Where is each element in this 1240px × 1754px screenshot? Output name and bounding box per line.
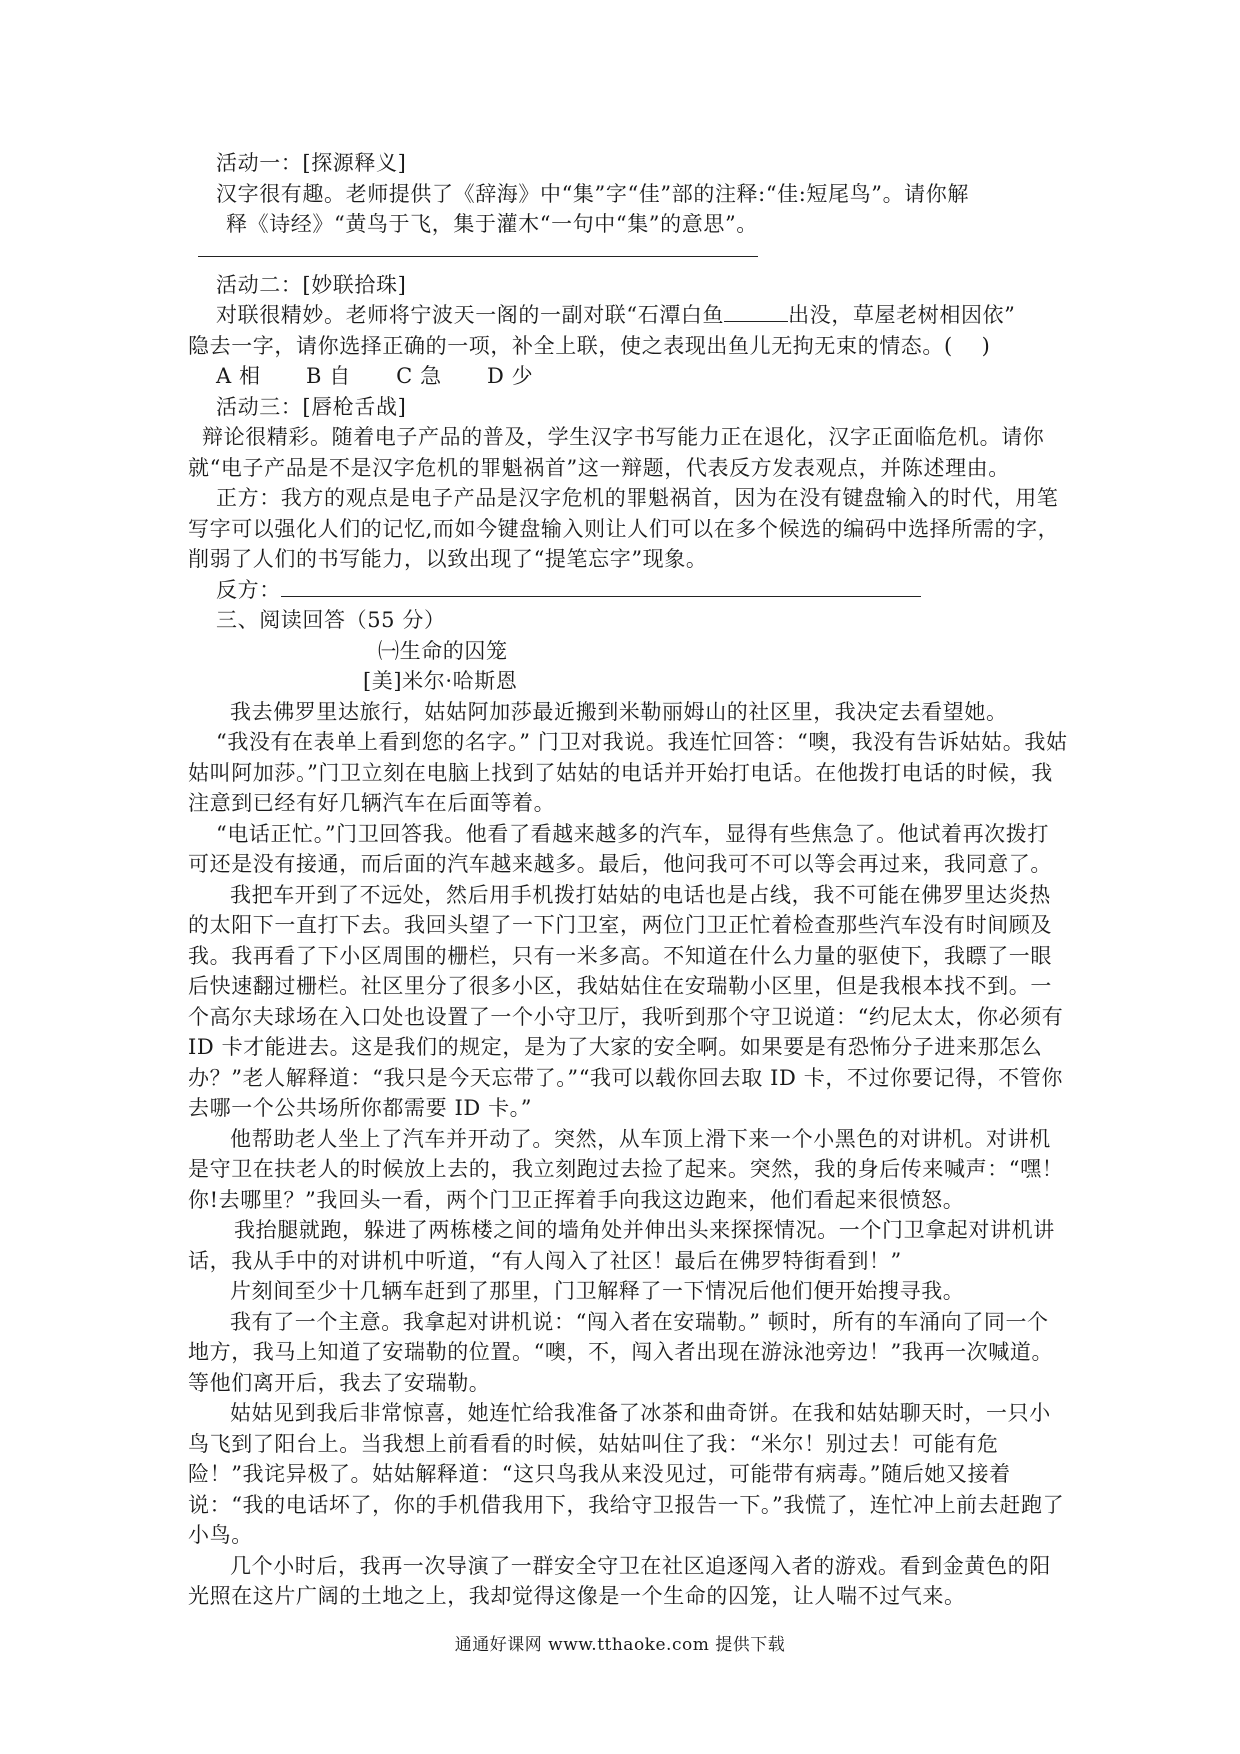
story-paragraph: 几个小时后，我再一次导演了一群安全守卫在社区追逐闯入者的游戏。看到金黄色的阳光照在这片广阔的土地之上，我却觉得这像是一个生命的囚笼，让人喘不过气来。 — [188, 1553, 1051, 1608]
activity3-para1: 辩论很精彩。随着电子产品的普及，学生汉字书写能力正在退化，汉字正面临危机。请你就“电子产品是不是汉字危机的罪魁祸首”这一辩题，代表反方发表观点，并陈述理由。 — [188, 425, 1045, 480]
activity2-line1-b: 出没，草屋老树相因依” — [788, 303, 1016, 327]
activity2-title: 活动二：[妙联拾珠] — [216, 272, 407, 297]
story-paragraph: 他帮助老人坐上了汽车并开动了。突然，从车顶上滑下来一个小黑色的对讲机。对讲机是守卫在扶老人的时候放上去的，我立刻跑过去捡了起来。突然，我的身后传来喊声：“嘿！你!去哪里？”我回头一看，两个门卫正挥着手向我这边跑来，他们看起来很愤怒。 — [188, 1126, 1064, 1212]
page-footer: 通通好课网 www.tthaoke.com 提供下载 — [454, 1635, 786, 1655]
story-paragraph: 我去佛罗里达旅行，姑姑阿加莎最近搬到米勒丽姆山的社区里，我决定去看望她。 — [230, 699, 1008, 724]
activity1-line2: 释《诗经》“黄鸟于飞，集于灌木“一句中“集”的意思”。 — [226, 212, 758, 236]
activity1-title: 活动一：[探源释义] — [216, 151, 407, 175]
activity2-options — [188, 361, 1068, 392]
activity1-line1: 汉字很有趣。老师提供了《辞海》中“集”字“佳”部的注释:“佳:短尾鸟”。请你解 — [216, 181, 969, 206]
section3-heading: 三、阅读回答（55 分） — [216, 608, 446, 632]
story-paragraph: 我有了一个主意。我拿起对讲机说：“闯入者在安瑞勒。” 顿时，所有的车涌向了同一个地方，我马上知道了安瑞勒的位置。“噢，不，闯入者出现在游泳池旁边！”我再一次喊道。等他们离开后，我去了安瑞勒。 — [188, 1309, 1054, 1395]
story-paragraph: 我抬腿就跑，躲进了两栋楼之间的墙角处并伸出头来探探情况。一个门卫拿起对讲机讲话，我从手中的对讲机中听道，“有人闯入了社区！最后在佛罗特街看到！” — [188, 1218, 1055, 1273]
option-c[interactable]: C 急 — [396, 364, 442, 388]
activity3-title: 活动三：[唇枪舌战] — [216, 394, 407, 419]
story-title: ㈠生命的囚笼 — [378, 638, 508, 663]
activity3-para2: 正方：我方的观点是电子产品是汉字危机的罪魁祸首，因为在没有键盘输入的时代，用笔写字可以强化人们的记忆,而如今键盘输入则让人们可以在多个候选的编码中选择所需的字，削弱了人们的书写能力，以致出现了“提笔忘字”现象。 — [188, 486, 1060, 571]
story-paragraph: 我把车开到了不远处，然后用手机拨打姑姑的电话也是占线，我不可能在佛罗里达炎热的太阳下一直打下去。我回头望了一下门卫室，两位门卫正忙着检查那些汽车没有时间顾及我。我再看了下小区周围的栅栏，只有一米多高。不知道在什么力量的驱使下，我瞟了一眼后快速翻过栅栏。社区里分了很多小区，我姑姑住在安瑞勒小区里，但是我根本找不到。一个高尔夫球场在入口处也设置了一个小守卫厅，我听到那个守卫说道：“约尼太太，你必须有 ID 卡才能进去。这是我们的规定，是为了大家的安全啊。如果要是有恐怖分子进来那怎么办？”老人解释道：“我只是今天忘带了。”“我可以载你回去取 ID 卡，不过你要记得，不管你去哪一个公共场所你都需要 ID 卡。” — [188, 882, 1064, 1120]
activity2-line1 — [188, 300, 1068, 331]
story-paragraph: “我没有在表单上看到您的名字。” 门卫对我说。我连忙回答：“噢，我没有告诉姑姑。我姑姑叫阿加莎。”门卫立刻在电脑上找到了姑姑的电话并开始打电话。在他拨打电话的时候，我注意到已经有好几辆汽车在后面等着。 — [188, 730, 1068, 815]
reply-answer-line[interactable] — [281, 576, 921, 597]
option-a[interactable]: A 相 — [216, 364, 261, 388]
activity2-line2: 隐去一字，请你选择正确的一项，补全上联，使之表现出鱼儿无拘无束的情态。( ) — [188, 333, 991, 358]
option-d[interactable]: D 少 — [486, 364, 534, 388]
exam-page — [188, 148, 1068, 1612]
activity3-reply — [188, 575, 1068, 606]
story-paragraph: 片刻间至少十几辆车赶到了那里，门卫解释了一下情况后他们便开始搜寻我。 — [230, 1279, 965, 1303]
couplet-blank[interactable] — [724, 301, 788, 322]
story-paragraph: 姑姑见到我后非常惊喜，她连忙给我准备了冰茶和曲奇饼。在我和姑姑聊天时，一只小鸟飞到了阳台上。当我想上前看看的时候，姑姑叫住了我：“米尔！别过去！可能有危险！”我诧异极了。姑姑解释道：“这只鸟我从来没见过，可能带有病毒。”随后她又接着说：“我的电话坏了，你的手机借我用下，我给守卫报告一下。”我慌了，连忙冲上前去赶跑了小鸟。 — [188, 1401, 1065, 1547]
story-author: [美]米尔·哈斯恩 — [363, 669, 518, 693]
activity2-line1-a: 对联很精妙。老师将宁波天一阁的一副对联“石潭白鱼 — [216, 303, 725, 327]
story-paragraph: “电话正忙。”门卫回答我。他看了看越来越多的汽车，显得有些焦急了。他试着再次拨打可还是没有接通，而后面的汽车越来越多。最后，他问我可不可以等会再过来，我同意了。 — [188, 821, 1052, 876]
activity1-answer-line[interactable] — [188, 240, 1068, 270]
reply-label: 反方： — [216, 577, 281, 602]
option-b[interactable]: B 自 — [305, 364, 351, 388]
